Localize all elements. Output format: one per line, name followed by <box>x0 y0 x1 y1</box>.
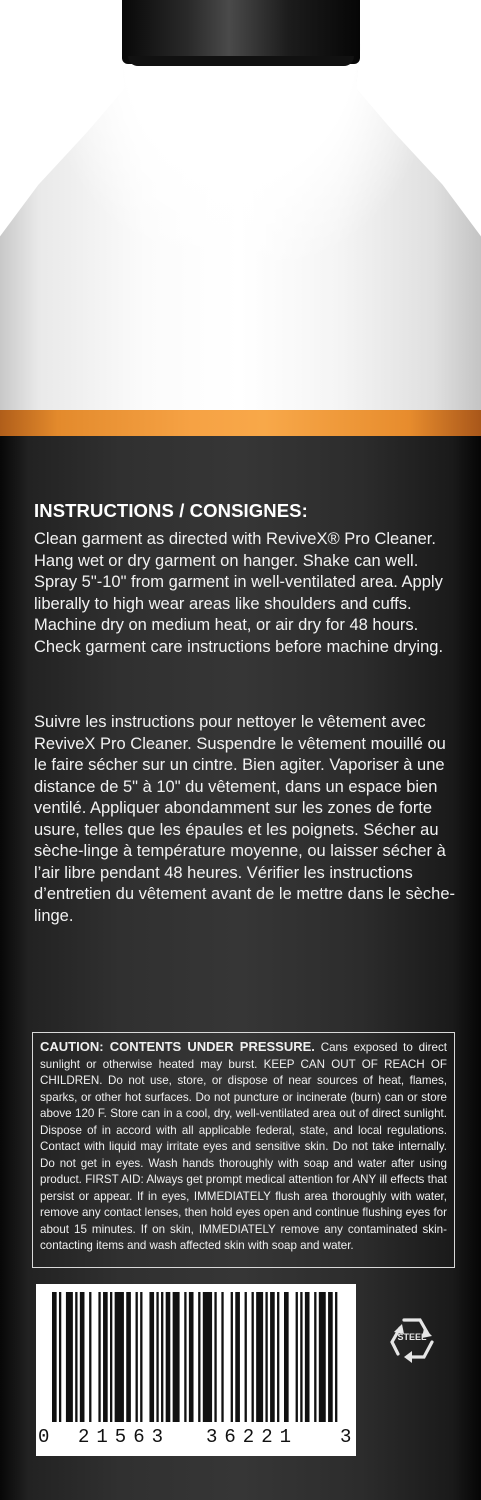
barcode-bar <box>184 1292 186 1422</box>
barcode-bar <box>166 1292 171 1422</box>
barcode-group-right: 36221 <box>206 1426 299 1448</box>
barcode-digit-first: 0 <box>38 1426 50 1448</box>
can-cap-lip <box>128 56 354 66</box>
can-cap <box>122 0 360 64</box>
barcode-bar <box>156 1292 158 1422</box>
barcode <box>30 1284 360 1470</box>
barcode-bar <box>126 1292 131 1422</box>
barcode-bar <box>300 1292 302 1422</box>
barcode-bar <box>66 1292 73 1422</box>
barcode-bar <box>189 1292 194 1422</box>
caution-lead: CAUTION: CONTENTS UNDER PRESSURE. <box>40 1039 315 1054</box>
barcode-bar <box>52 1292 57 1422</box>
caution-box <box>32 1032 455 1268</box>
barcode-bar <box>245 1292 247 1422</box>
instructions-french: Suivre les instructions pour nettoyer le vêtement avec ReviveX Pro Cleaner. Suspendre le vêtement mouillé ou le faire sécher sur un cintre. Bien agiter. Vaporiser à une distance de 5" à 10" du vêtement, dans un espace bien ventilé. Appliquer abondamment sur les zones de forte usure, telles que les épaules et les poignets. Sécher au sèche-linge à température moyenne, ou laisser sécher à l’air libre pendant 48 heures. Vérifier les instructions d’entretien du vêtement avant de le mettre dans le sèche-linge. <box>34 713 455 925</box>
barcode-bar <box>136 1292 138 1422</box>
barcode-digits <box>36 1426 356 1454</box>
barcode-bar <box>80 1292 85 1422</box>
barcode-bar <box>173 1292 180 1422</box>
instructions-title: INSTRUCTIONS / CONSIGNES: <box>34 500 308 521</box>
barcode-bar <box>103 1292 108 1422</box>
barcode-bar <box>305 1292 310 1422</box>
barcode-bar <box>265 1292 267 1422</box>
barcode-bar <box>75 1292 77 1422</box>
barcode-bar <box>319 1292 326 1422</box>
barcode-bar <box>198 1292 200 1422</box>
barcode-bar <box>270 1292 275 1422</box>
recycle-label: STEEL <box>397 1332 427 1342</box>
barcode-bar <box>115 1292 124 1422</box>
barcode-bar <box>59 1292 61 1422</box>
barcode-bar <box>221 1292 223 1422</box>
barcode-bar <box>214 1292 216 1422</box>
barcode-bar <box>98 1292 100 1422</box>
barcode-bar <box>235 1292 240 1422</box>
barcode-digit-last: 3 <box>340 1426 352 1448</box>
barcode-bar <box>203 1292 212 1422</box>
barcode-group-left: 21563 <box>78 1426 171 1448</box>
barcode-bar <box>296 1292 298 1422</box>
caution-text: Cans exposed to direct sunlight or otherwise heated may burst. KEEP CAN OUT OF REACH OF CHILDREN. Do not use, store, or dispose of near sources of heat, flames, sparks, or other hot surfaces. Do not puncture or incinerate (burn) can or store above 120 F. Store can in a cool, dry, well-ventilated area out of direct sunlight. Dispose of in accord with all applicable federal, state, and local regulations. Contact with liquid may irritate eyes and sensitive skin. Do not take internally. Do not get in eyes. Wash hands thoroughly with soap and water after using product. FIRST AID: Always get prompt medical attention for ANY ill effects that persist or appear. If in eyes, IMMEDIATELY flush area thoroughly with water, remove any contact lenses, then hold eyes open and continue flushing eyes for about 15 minutes. If on skin, IMMEDIATELY remove any contaminated skin-contacting items and wash affected skin with soap and water. <box>40 1041 447 1252</box>
barcode-bar <box>140 1292 142 1422</box>
barcode-bar <box>328 1292 333 1422</box>
barcode-bar <box>161 1292 163 1422</box>
barcode-bar <box>231 1292 233 1422</box>
barcode-bar <box>252 1292 254 1422</box>
barcode-bar <box>149 1292 154 1422</box>
orange-stripe <box>0 410 481 436</box>
barcode-bar <box>314 1292 316 1422</box>
barcode-bar <box>284 1292 289 1422</box>
can-shoulder <box>0 44 481 414</box>
barcode-bar <box>89 1292 91 1422</box>
barcode-bar <box>335 1292 337 1422</box>
barcode-bar <box>110 1292 112 1422</box>
barcode-bar <box>277 1292 279 1422</box>
barcode-bar <box>256 1292 263 1422</box>
instructions-english: Clean garment as directed with ReviveX® Pro Cleaner. Hang wet or dry garment on hanger. Shake can well. Spray 5"-10" from garment in well-ventilated area. Apply liberally to high wear areas like shoulders and cuffs. Machine dry on medium heat, or air dry for 48 hours. Check garment care instructions before machine drying. <box>34 530 444 656</box>
recycle-icon <box>382 1310 442 1370</box>
barcode-bars <box>52 1292 342 1422</box>
